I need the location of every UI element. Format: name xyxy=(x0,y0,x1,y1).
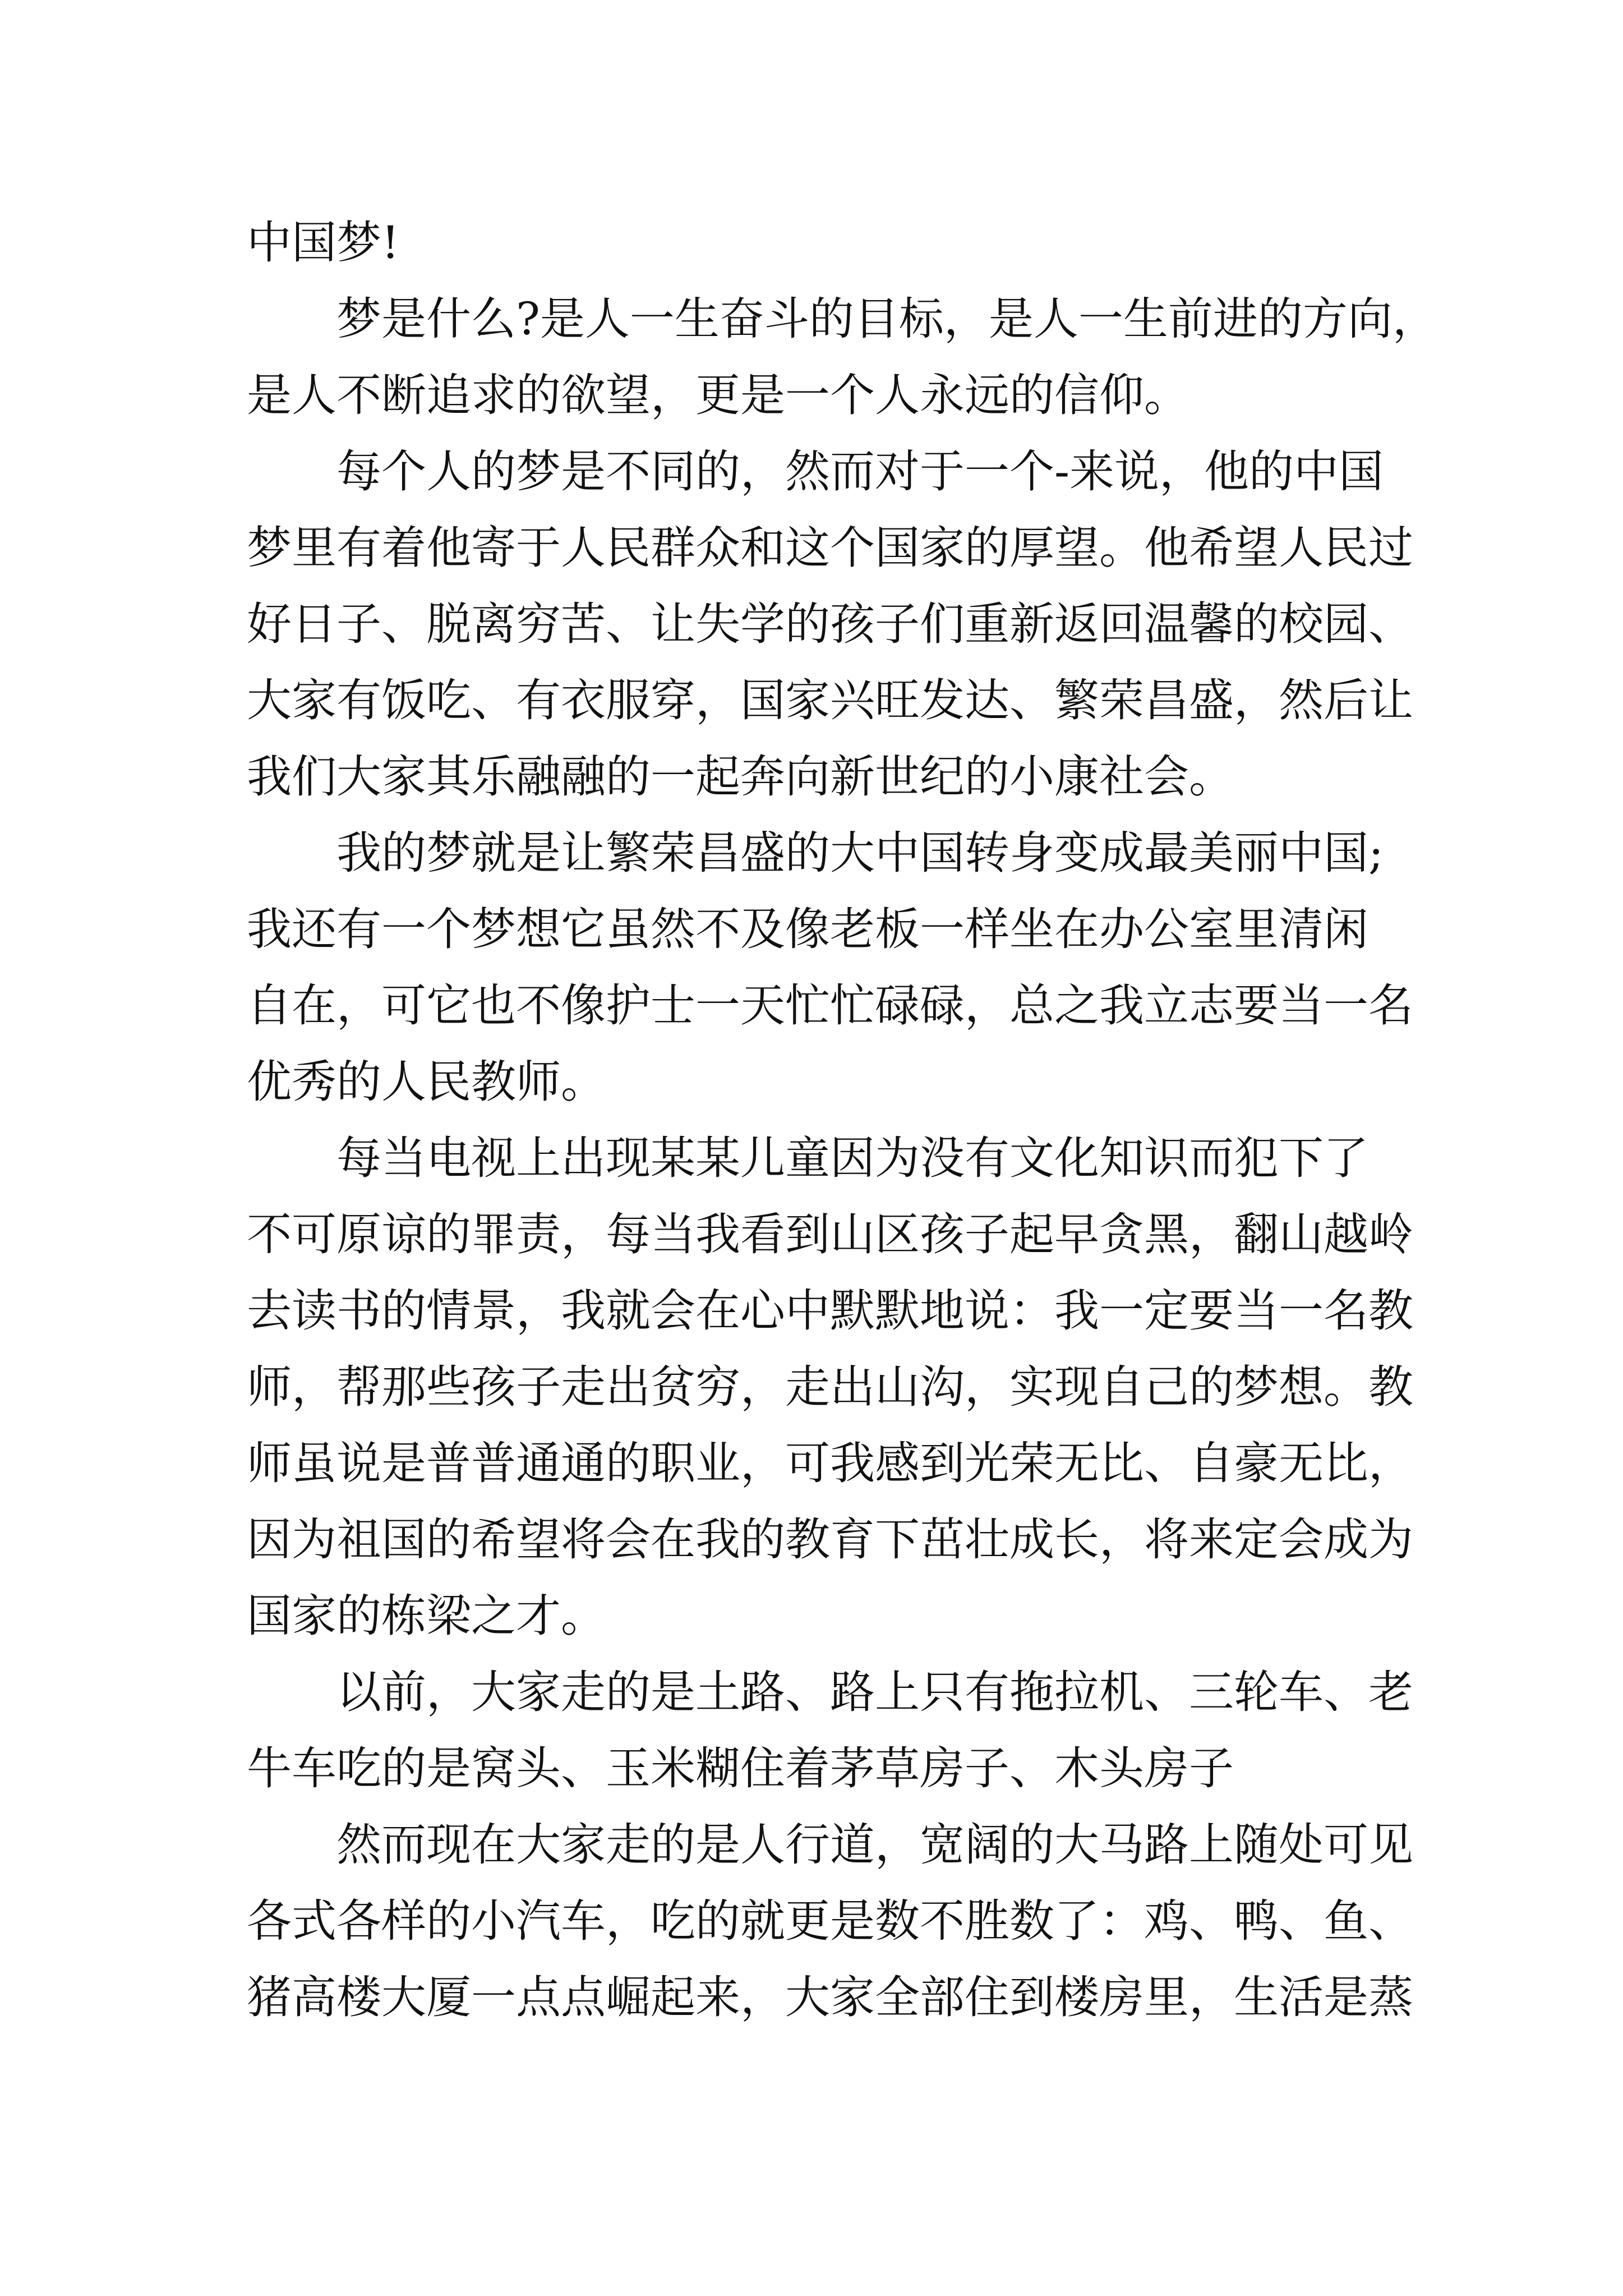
text-line: 牛车吃的是窝头、玉米糊住着茅草房子、木头房子 xyxy=(247,1742,1234,1795)
text-line: 中国梦! xyxy=(247,217,400,269)
text-line: 我们大家其乐融融的一起奔向新世纪的小康社会。 xyxy=(247,751,1234,803)
text-line: 我还有一个梦想它虽然不及像老板一样坐在办公室里清闲 xyxy=(247,903,1368,955)
text-line: 因为祖国的希望将会在我的教育下茁壮成长，将来定会成为 xyxy=(247,1513,1413,1566)
text-line: 师，帮那些孩子走出贫穷，走出山沟，实现自己的梦想。教 xyxy=(247,1361,1413,1413)
paragraph-past xyxy=(247,1654,1413,1807)
text-line: 大家有饭吃、有衣服穿，国家兴旺发达、繁荣昌盛，然后让 xyxy=(247,674,1413,726)
text-line: 好日子、脱离穷苦、让失学的孩子们重新返回温馨的校园、 xyxy=(247,598,1413,650)
text-line: 去读书的情景，我就会在心中默默地说：我一定要当一名教 xyxy=(247,1285,1413,1337)
text-line: 梦是什么?是人一生奋斗的目标，是人一生前进的方向， xyxy=(336,293,1437,345)
text-line: 国家的栋梁之才。 xyxy=(247,1590,606,1642)
text-line: 优秀的人民教师。 xyxy=(247,1056,606,1108)
text-line: 每个人的梦是不同的，然而对于一个-来说，他的中国 xyxy=(336,445,1384,498)
text-line: 不可原谅的罪责，每当我看到山区孩子起早贪黑，翻山越岭 xyxy=(247,1208,1413,1260)
paragraph-my-dream xyxy=(247,815,1413,1120)
text-line: 我的梦就是让繁荣昌盛的大中国转身变成最美丽中国; xyxy=(336,827,1384,879)
paragraph-what-is-dream xyxy=(247,281,1437,434)
text-line: 以前，大家走的是土路、路上只有拖拉机、三轮车、老 xyxy=(336,1666,1413,1718)
text-line: 每当电视上出现某某儿童因为没有文化知识而犯下了 xyxy=(336,1132,1368,1184)
text-line: 自在，可它也不像护士一天忙忙碌碌，总之我立志要当一名 xyxy=(247,979,1413,1032)
text-line: 各式各样的小汽车，吃的就更是数不胜数了：鸡、鸭、鱼、 xyxy=(247,1895,1413,1947)
paragraph-teacher xyxy=(247,1120,1413,1654)
text-line: 梦里有着他寄于人民群众和这个国家的厚望。他希望人民过 xyxy=(247,522,1413,574)
text-line: 猪高楼大厦一点点崛起来，大家全部住到楼房里，生活是蒸 xyxy=(247,1971,1413,2023)
text-line: 是人不断追求的欲望，更是一个人永远的信仰。 xyxy=(247,369,1189,421)
text-line: 师虽说是普普通通的职业，可我感到光荣无比、自豪无比， xyxy=(247,1437,1413,1489)
text-line: 然而现在大家走的是人行道，宽阔的大马路上随处可见 xyxy=(336,1819,1413,1871)
body-text xyxy=(247,205,1437,2036)
paragraph-everyone-dream xyxy=(247,434,1413,815)
paragraph-title-fragment xyxy=(247,205,1391,281)
paragraph-present xyxy=(247,1807,1413,2036)
